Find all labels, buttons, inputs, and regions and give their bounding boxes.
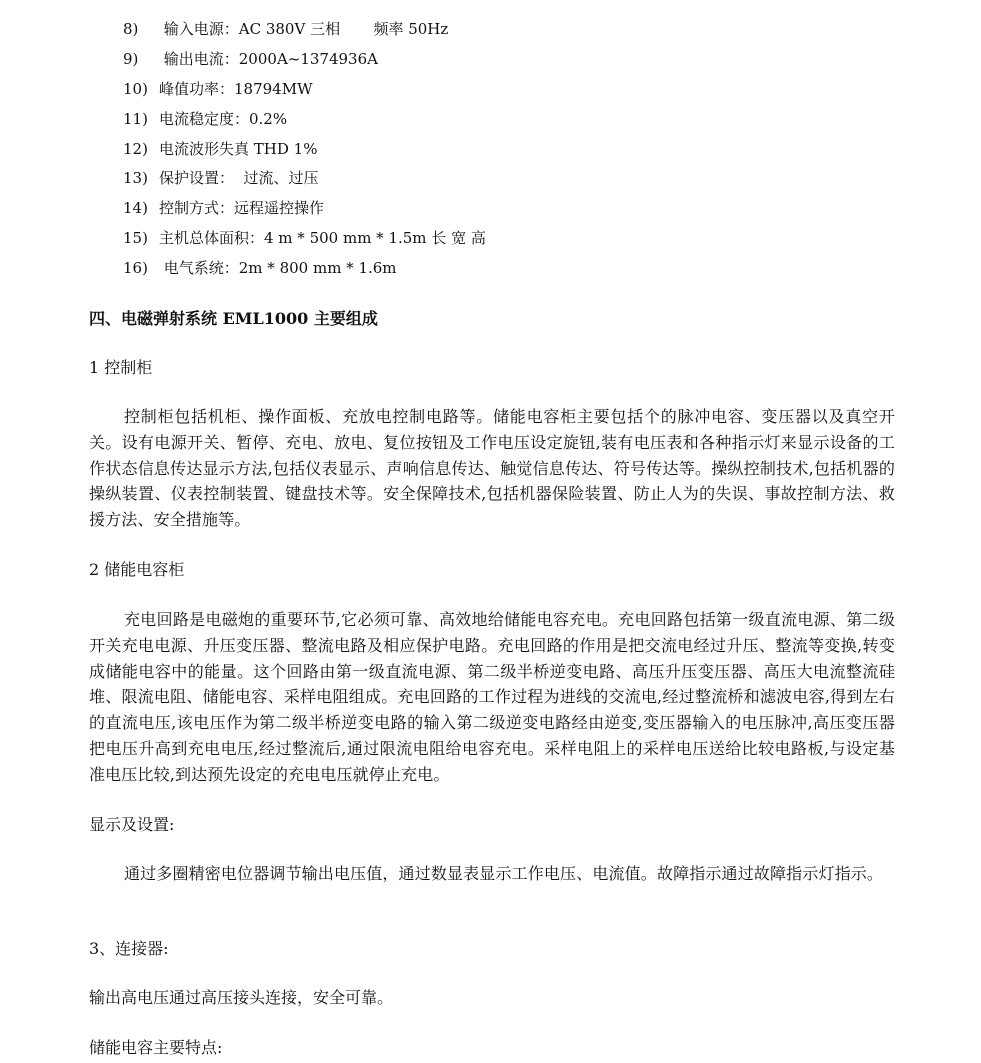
paragraph-control-cabinet: 控制柜包括机柜、操作面板、充放电控制电路等。储能电容柜主要包括个的脉冲电容、变压器以及真空开关。设有电源开关、暂停、充电、放电、复位按钮及工作电压设定旋钮,装有电压表和各种指示灯来显示设备的工作状态信息传达显示方法,包括仪表显示、声响信息传达、触觉信息传达、符号传达等。操纵控制技术,包括机器的操纵装置、仪表控制装置、键盘技术等。安全保障技术,包括机器保险装置、防止人为的失误、事故控制方法、救援方法、安全措施等。	[89, 407, 895, 530]
spec-item-14	[123, 194, 486, 224]
spec-item-text: 电流波形失真 THD 1%	[159, 139, 318, 158]
spec-item-number: 9)	[123, 49, 139, 68]
subsection-title-capacitor-cabinet: 2 储能电容柜	[89, 560, 185, 579]
spec-item-text: 主机总体面积：4 m * 500 mm * 1.5m 长 宽 高	[159, 229, 486, 248]
subsection-title-display-settings: 显示及设置:	[89, 815, 175, 834]
paragraph-display-settings: 通过多圈精密电位器调节输出电压值，通过数显表显示工作电压、电流值。故障指示通过故障指示灯指示。	[124, 864, 884, 883]
spec-item-number: 11)	[123, 109, 148, 128]
spec-item-number: 13)	[123, 169, 148, 188]
subsection-title-connector: 3、连接器:	[89, 939, 169, 958]
section-heading: 四、电磁弹射系统 EML1000 主要组成	[89, 309, 378, 328]
spec-item-number: 8)	[123, 20, 139, 38]
spec-item-number: 16)	[123, 259, 148, 278]
spec-item-15	[123, 224, 486, 254]
subsection-title-control-cabinet: 1 控制柜	[89, 358, 153, 377]
spec-item-11	[123, 105, 486, 135]
paragraph-charging-circuit: 充电回路是电磁炮的重要环节,它必须可靠、高效地给储能电容充电。充电回路包括第一级直流电源、第二级开关充电电源、升压变压器、整流电路及相应保护电路。充电回路的作用是把交流电经过升压、整流等变换,转变成储能电容中的能量。这个回路由第一级直流电源、第二级半桥逆变电路、高压升压变压器、高压大电流整流硅堆、限流电阻、储能电容、采样电阻组成。充电回路的工作过程为进线的交流电,经过整流桥和滤波电容,得到左右的直流电压,该电压作为第二级半桥逆变电路的输入第二级逆变电路经由逆变,变压器输入的电压脉冲,高压变压器把电压升高到充电电压,经过整流后,通过限流电阻给电容充电。采样电阻上的采样电压送给比较电路板,与设定基准电压比较,到达预先设定的充电电压就停止充电。	[89, 610, 895, 784]
spec-item-number: 14)	[123, 199, 148, 218]
spec-item-text: 控制方式：远程遥控操作	[159, 199, 325, 218]
spec-item-text: 保护设置： 过流、过压	[159, 169, 319, 188]
spec-item-9	[123, 45, 486, 75]
spec-item-13	[123, 164, 486, 194]
paragraph-connector: 输出高电压通过高压接头连接，安全可靠。	[89, 988, 394, 1007]
spec-item-text: 电气系统：2m * 800 mm * 1.6m	[159, 259, 397, 278]
subsection-title-capacitor-features: 储能电容主要特点:	[89, 1038, 223, 1057]
spec-item-8	[123, 15, 486, 45]
spec-item-number: 10)	[123, 79, 148, 98]
spec-item-number: 15)	[123, 229, 148, 248]
spec-item-text: 输入电源：AC 380V 三相 频率 50Hz	[159, 20, 449, 38]
spec-item-text: 输出电流：2000A~1374936A	[159, 49, 378, 68]
spec-item-text: 电流稳定度：0.2%	[159, 109, 288, 128]
spec-list	[123, 15, 486, 284]
spec-item-12	[123, 135, 486, 165]
spec-item-number: 12)	[123, 139, 148, 158]
spec-item-text: 峰值功率：18794MW	[159, 79, 313, 98]
spec-item-10	[123, 75, 486, 105]
spec-item-16	[123, 254, 486, 284]
